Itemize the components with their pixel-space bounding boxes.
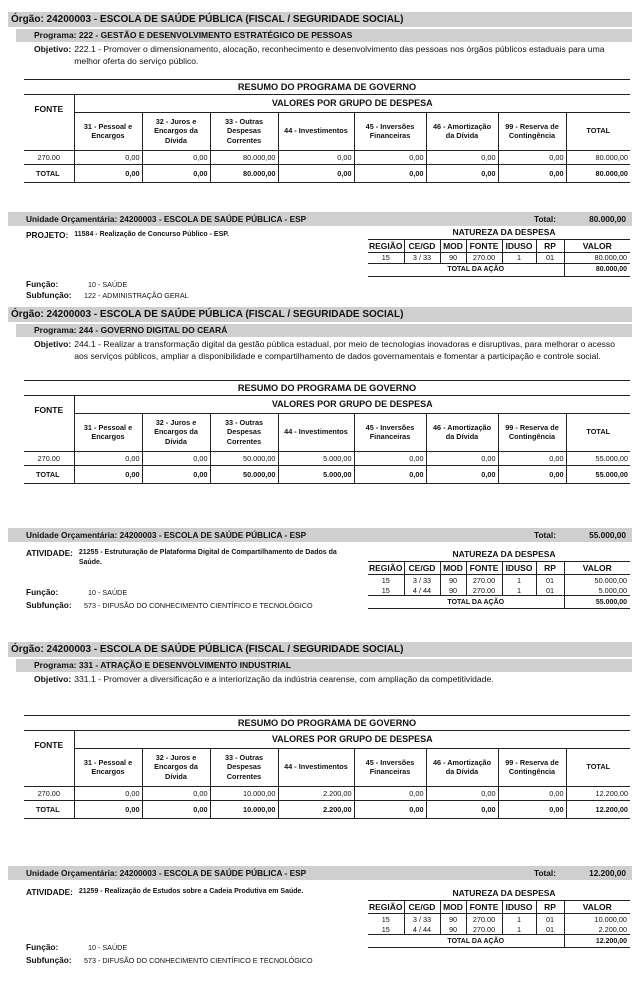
cell: 0,00 [74,451,142,465]
resumo-table [24,715,630,819]
fonte-header: FONTE [24,396,74,451]
acao-text: 21259 - Realização de Estudos sobre a Cadeia Produtiva em Saúde. [78,888,304,895]
cell: 1 [502,585,536,596]
resumo-grid [24,95,630,183]
uo-total-value: 80.000,00 [589,214,626,224]
objetivo-label: Objetivo: [34,44,72,54]
cell: 0,00 [426,451,498,465]
acao-area [8,880,632,970]
col-header: 31 - Pessoal e Encargos [74,413,142,451]
cell-valor: 5.000,00 [564,585,630,596]
subfuncao-label: Subfunção: [26,955,72,965]
orgao-title: Órgão: 24200003 - ESCOLA DE SAÚDE PÚBLICA (FISCAL / SEGURIDADE SOCIAL) [8,12,632,27]
cell: 4 / 44 [404,585,440,596]
natureza-title: NATUREZA DA DESPESA [452,888,556,898]
cell: 15 [381,914,390,924]
cell: 15 [381,924,390,934]
cell-total: 80.000,00 [566,164,630,182]
resumo-grid [24,396,630,484]
cell: 1 [502,924,536,935]
funcao-line [26,279,127,289]
acao-label: PROJETO: [26,230,69,240]
orgao-title: Órgão: 24200003 - ESCOLA DE SAÚDE PÚBLICA (FISCAL / SEGURIDADE SOCIAL) [8,642,632,657]
funcao-label: Função: [26,279,59,289]
cell: 4 / 44 [404,924,440,935]
cell: 15 [381,585,390,595]
cell: 01 [536,253,564,264]
col-header: 33 - Outras Despesas Correntes [210,748,278,786]
nat-header: RP [536,240,564,253]
subfuncao-label: Subfunção: [26,600,72,610]
cell: 0,00 [354,164,426,182]
natureza-title: NATUREZA DA DESPESA [452,549,556,559]
cell: 80.000,00 [210,164,278,182]
orgao-header [8,12,632,67]
cell: 0,00 [498,800,566,818]
cell: 0,00 [142,150,210,164]
nat-header: VALOR [564,901,630,914]
table-row [368,575,630,586]
total-label: TOTAL [24,800,74,818]
cell-total: 12.200,00 [566,786,630,800]
cell: 0,00 [354,786,426,800]
cell: 90 [440,914,466,925]
uo-title: Unidade Orçamentária: 24200003 - ESCOLA DE SAÚDE PÚBLICA - ESP [26,530,307,540]
subfuncao-line [26,600,313,610]
uo-total-value: 12.200,00 [589,868,626,878]
nat-header: VALOR [564,562,630,575]
resumo-grid [24,731,630,819]
orgao-header [8,307,632,362]
col-header: 32 - Juros e Encargos da Dívida [142,413,210,451]
nat-header: MOD [440,562,466,575]
objetivo-text: 331.1 - Promover a diversificação e a interiorização da indústria cearense, com ampliação da competitividade. [74,674,494,684]
subfuncao-line [26,955,313,965]
total-acao-label: TOTAL DA AÇÃO [368,596,564,609]
total-label: TOTAL [24,465,74,483]
nat-header: IDUSO [502,240,536,253]
subfuncao-code: 122 - [84,291,101,300]
uo-total-label: Total: [534,214,556,224]
col-header: 45 - Inversões Financeiras [354,748,426,786]
cell: 3 / 33 [404,575,440,586]
objetivo [8,339,632,362]
total-row [24,465,630,483]
nat-header: VALOR [564,240,630,253]
resumo-title: RESUMO DO PROGRAMA DE GOVERNO [24,716,630,731]
funcao-code: 10 - [88,588,101,597]
acao-area [8,226,632,300]
nat-header: REGIÃO [368,241,403,251]
total-acao-label: TOTAL DA AÇÃO [368,935,564,948]
total-row [24,164,630,182]
cell: 270.00 [466,914,502,925]
col-header: 45 - Inversões Financeiras [354,112,426,150]
cell: 90 [440,253,466,264]
cell: 5.000,00 [278,451,354,465]
natureza-grid [368,239,630,277]
col-header: TOTAL [566,413,630,451]
cell: 01 [536,585,564,596]
cell: 0,00 [498,451,566,465]
cell-valor: 2.200,00 [564,924,630,935]
unidade-orcamentaria [8,866,632,970]
cell: 0,00 [426,800,498,818]
objetivo-label: Objetivo: [34,674,72,684]
cell: 0,00 [74,465,142,483]
natureza-table [368,226,630,277]
cell: 15 [381,253,390,263]
cell: 01 [536,914,564,925]
cell-fonte: 270.00 [37,788,60,798]
valores-header: VALORES POR GRUPO DE DESPESA [74,731,630,748]
cell: 01 [536,924,564,935]
cell: 0,00 [74,164,142,182]
unidade-orcamentaria [8,528,632,632]
objetivo-text: 244.1 - Realizar a transformação digital da gestão pública estadual, por meio de tecnologias inovadoras e disruptivas, para melhorar o acesso aos serviços públicos, ampliar a disponibilidade e compartilhamento de dados governamentais e fomentar a participação e controle social. [74,339,616,361]
cell: 0,00 [498,164,566,182]
acao-area [8,542,632,632]
nat-header: RP [536,562,564,575]
cell-valor: 10.000,00 [564,914,630,925]
nat-header: FONTE [466,901,502,914]
subfuncao-line [26,290,189,300]
fonte-header: FONTE [24,731,74,786]
acao-label: ATIVIDADE: [26,887,73,897]
cell: 3 / 33 [404,253,440,264]
resumo-table [24,79,630,183]
acao-text: 11584 - Realização de Concurso Público - ESP. [74,231,229,238]
nat-header: RP [536,901,564,914]
col-header: 99 - Reserva de Contingência [498,413,566,451]
nat-header: MOD [440,240,466,253]
cell: 270.00 [466,585,502,596]
cell: 1 [502,575,536,586]
valores-header: VALORES POR GRUPO DE DESPESA [74,396,630,413]
nat-header: IDUSO [502,562,536,575]
cell: 0,00 [354,150,426,164]
acao-line [26,887,346,897]
col-header: 99 - Reserva de Contingência [498,112,566,150]
cell: 90 [440,575,466,586]
table-row [368,914,630,925]
cell: 0,00 [142,786,210,800]
cell: 0,00 [498,786,566,800]
natureza-table [368,887,630,948]
nat-header: MOD [440,901,466,914]
cell-total: 55.000,00 [566,465,630,483]
cell: 1 [502,253,536,264]
acao-line [26,230,346,240]
total-row [24,800,630,818]
nat-header: CE/GD [404,901,440,914]
objetivo-text: 222.1 - Promover o dimensionamento, alocação, reconhecimento e desenvolvimento das pessoas nos órgãos públicos estaduais para uma melhor oferta do serviço público. [74,44,605,66]
natureza-grid [368,561,630,609]
cell: 0,00 [142,451,210,465]
natureza-title: NATUREZA DA DESPESA [452,227,556,237]
funcao-line [26,587,127,597]
cell: 270.00 [466,575,502,586]
cell: 270.00 [466,253,502,264]
programa-title: Programa: 244 - GOVERNO DIGITAL DO CEARÁ [16,324,632,337]
cell: 50.000,00 [210,465,278,483]
uo-bar [8,528,632,542]
total-acao-row [368,935,630,948]
nat-header: REGIÃO [368,902,403,912]
cell-total: 80.000,00 [566,150,630,164]
uo-total-value: 55.000,00 [589,530,626,540]
cell: 15 [381,575,390,585]
unidade-orcamentaria [8,212,632,300]
objetivo [8,674,632,686]
cell: 0,00 [354,800,426,818]
uo-title: Unidade Orçamentária: 24200003 - ESCOLA DE SAÚDE PÚBLICA - ESP [26,868,307,878]
cell-valor: 50.000,00 [564,575,630,586]
cell: 90 [440,585,466,596]
table-row [368,585,630,596]
resumo-table [24,380,630,484]
funcao-code: 10 - [88,280,101,289]
nat-header: FONTE [466,562,502,575]
col-header: 46 - Amortização da Dívida [426,748,498,786]
uo-total-label: Total: [534,530,556,540]
col-header: TOTAL [566,112,630,150]
uo-bar [8,212,632,226]
natureza-table [368,548,630,609]
cell: 0,00 [354,465,426,483]
subfuncao-name: DIFUSÃO DO CONHECIMENTO CIENTÍFICO E TECNOLÓGICO [102,601,313,610]
cell: 50.000,00 [210,451,278,465]
cell: 0,00 [354,451,426,465]
cell: 5.000,00 [278,465,354,483]
col-header: 44 - Investimentos [278,112,354,150]
total-acao-value: 80.000,00 [564,263,630,276]
valores-header: VALORES POR GRUPO DE DESPESA [74,95,630,112]
table-row [368,253,630,264]
col-header: 31 - Pessoal e Encargos [74,748,142,786]
cell: 0,00 [278,164,354,182]
cell: 10.000,00 [210,800,278,818]
total-acao-label: TOTAL DA AÇÃO [368,263,564,276]
orgao-title: Órgão: 24200003 - ESCOLA DE SAÚDE PÚBLICA (FISCAL / SEGURIDADE SOCIAL) [8,307,632,322]
uo-bar [8,866,632,880]
natureza-grid [368,900,630,948]
objetivo [8,44,632,67]
cell: 0,00 [74,800,142,818]
acao-line [26,548,346,568]
cell: 270.00 [466,924,502,935]
nat-header: IDUSO [502,901,536,914]
acao-text: 21255 - Estruturação de Plataforma Digital de Compartilhamento de Dados da Saúde. [78,549,337,566]
col-header: 46 - Amortização da Dívida [426,112,498,150]
acao-label: ATIVIDADE: [26,548,73,558]
funcao-name: SAÚDE [102,943,128,952]
cell-valor: 80.000,00 [564,253,630,264]
col-header: 45 - Inversões Financeiras [354,413,426,451]
total-acao-row [368,596,630,609]
resumo-title: RESUMO DO PROGRAMA DE GOVERNO [24,381,630,396]
cell: 0,00 [498,150,566,164]
cell: 0,00 [142,800,210,818]
total-acao-row [368,263,630,276]
funcao-name: SAÚDE [102,588,128,597]
cell-total: 55.000,00 [566,451,630,465]
funcao-line [26,942,127,952]
total-label: TOTAL [24,164,74,182]
cell: 0,00 [426,164,498,182]
funcao-name: SAÚDE [102,280,128,289]
subfuncao-code: 573 - [84,956,101,965]
total-acao-value: 55.000,00 [564,596,630,609]
cell: 01 [536,575,564,586]
col-header: 99 - Reserva de Contingência [498,748,566,786]
col-header: TOTAL [566,748,630,786]
cell: 3 / 33 [404,914,440,925]
col-header: 32 - Juros e Encargos da Dívida [142,112,210,150]
cell: 10.000,00 [210,786,278,800]
nat-header: CE/GD [404,240,440,253]
nat-header: FONTE [466,240,502,253]
table-row [24,150,630,164]
funcao-label: Função: [26,587,59,597]
cell: 0,00 [74,786,142,800]
nat-header: REGIÃO [368,563,403,573]
col-header: 33 - Outras Despesas Correntes [210,413,278,451]
funcao-code: 10 - [88,943,101,952]
cell: 0,00 [426,786,498,800]
subfuncao-name: ADMINISTRAÇÃO GERAL [102,291,189,300]
cell: 0,00 [142,465,210,483]
cell: 0,00 [426,150,498,164]
table-row [24,451,630,465]
cell: 2.200,00 [278,800,354,818]
cell-total: 12.200,00 [566,800,630,818]
cell: 1 [502,914,536,925]
col-header: 44 - Investimentos [278,748,354,786]
cell: 0,00 [278,150,354,164]
cell: 0,00 [426,465,498,483]
cell: 2.200,00 [278,786,354,800]
subfuncao-label: Subfunção: [26,290,72,300]
table-row [24,786,630,800]
objetivo-label: Objetivo: [34,339,72,349]
cell: 0,00 [142,164,210,182]
col-header: 31 - Pessoal e Encargos [74,112,142,150]
uo-title: Unidade Orçamentária: 24200003 - ESCOLA DE SAÚDE PÚBLICA - ESP [26,214,307,224]
programa-title: Programa: 222 - GESTÃO E DESENVOLVIMENTO ESTRATÉGICO DE PESSOAS [16,29,632,42]
total-acao-value: 12.200,00 [564,935,630,948]
cell-fonte: 270.00 [37,152,60,162]
cell-fonte: 270.00 [37,453,60,463]
funcao-label: Função: [26,942,59,952]
programa-title: Programa: 331 - ATRAÇÃO E DESENVOLVIMENTO INDUSTRIAL [16,659,632,672]
col-header: 46 - Amortização da Dívida [426,413,498,451]
resumo-title: RESUMO DO PROGRAMA DE GOVERNO [24,80,630,95]
uo-total-label: Total: [534,868,556,878]
col-header: 44 - Investimentos [278,413,354,451]
nat-header: CE/GD [404,562,440,575]
table-row [368,924,630,935]
subfuncao-name: DIFUSÃO DO CONHECIMENTO CIENTÍFICO E TECNOLÓGICO [102,956,313,965]
cell: 0,00 [498,465,566,483]
cell: 0,00 [74,150,142,164]
subfuncao-code: 573 - [84,601,101,610]
cell: 80.000,00 [210,150,278,164]
orgao-header [8,642,632,686]
col-header: 33 - Outras Despesas Correntes [210,112,278,150]
fonte-header: FONTE [24,95,74,150]
cell: 90 [440,924,466,935]
col-header: 32 - Juros e Encargos da Dívida [142,748,210,786]
